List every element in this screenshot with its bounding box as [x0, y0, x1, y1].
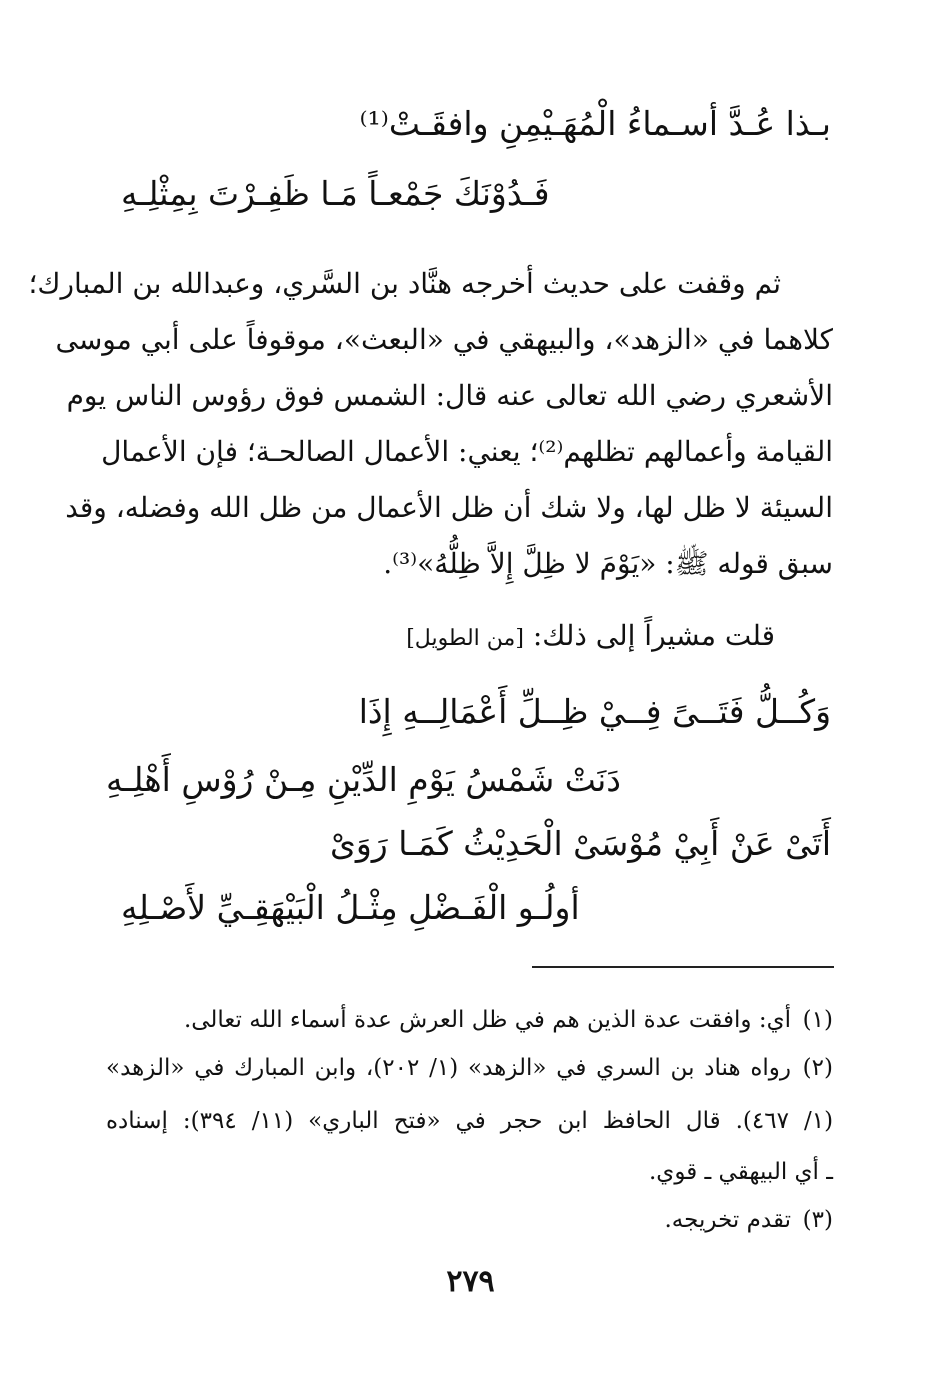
page-number: ٢٧٩ [446, 1264, 495, 1299]
footnote-3-number: (٣) [802, 1207, 833, 1233]
paragraph-line: القيامة وأعمالهم تظلهم⁽²⁾؛ يعني: الأعمال الصالحـة؛ فإن الأعمال [101, 435, 833, 468]
footnote-2-number: (٢) [802, 1055, 833, 1081]
opening-verse-first-hemistich: بـذا عُـدَّ أسـماءُ الْمُهَـيْمِنِ وافقَـتْ⁽¹⁾ [359, 104, 831, 143]
paragraph-line: الأشعري رضي الله تعالى عنه قال: الشمس فوق رؤوس الناس يوم [66, 379, 833, 412]
footnote-3-text: تقدم تخريجه. [664, 1207, 791, 1233]
opening-verse-second-hemistich: فَـدُوْنَكَ جَمْعـاً مَـا ظَفِـرْتَ بِمِثْلِـهِ [121, 174, 550, 213]
poem-verse-2-first-hemistich: أَتَىْ عَنْ أَبِيْ مُوْسَىْ الْحَدِيْثُ كَمَـا رَوَىْ [330, 824, 831, 863]
paragraph-line: كلاهما في «الزهد»، والبيهقي في «البعث»، موقوفاً على أبي موسى [55, 323, 833, 356]
poem-verse-1-first-hemistich: وَكُــلُّ فَتَــىً فِــيْ ظِــلِّ أَعْمَالِــهِ إِذَا [358, 692, 831, 731]
footnote-2-line: رواه هناد بن السري في «الزهد» (١/ ٢٠٢)، وابن المبارك في «الزهد» [106, 1055, 792, 1081]
paragraph-line: ثم وقفت على حديث أخرجه هنَّاد بن السَّري، وعبدالله بن المبارك؛ [28, 267, 781, 300]
footnote-1-text: أي: وافقت عدة الذين هم في ظل العرش عدة أسماء الله تعالى. [183, 1007, 791, 1033]
poem-meter-label: [من الطويل] [406, 626, 524, 651]
footnote-separator [532, 966, 834, 968]
footnote-2-line: ـ أي البيهقي ـ قوي. [649, 1159, 833, 1185]
paragraph-line: السيئة لا ظل لها، ولا شك أن ظل الأعمال من ظل الله وفضله، وقد [65, 491, 833, 524]
poem-verse-2-second-hemistich: أولُـو الْفَـضْلِ مِثْـلُ الْبَيْهَقِـيِّ لأَصْـلِهِ [121, 888, 580, 927]
paragraph-line: سبق قوله ﷺ: «يَوْمَ لا ظِلَّ إِلاَّ ظِلُّهُ»⁽³⁾. [383, 547, 833, 580]
footnote-1-number: (١) [802, 1007, 833, 1033]
poem-verse-1-second-hemistich: دَنَتْ شَمْسُ يَوْمِ الدِّيْنِ مِـنْ رُوْسِ أَهْلِـهِ [105, 760, 621, 799]
poem-intro-text: قلت مشيراً إلى ذلك: [532, 619, 775, 652]
poem-intro [175, 616, 775, 659]
footnote-2-line: (١/ ٤٦٧). قال الحافظ ابن حجر في «فتح الباري» (١١/ ٣٩٤): إسناده [106, 1108, 834, 1134]
